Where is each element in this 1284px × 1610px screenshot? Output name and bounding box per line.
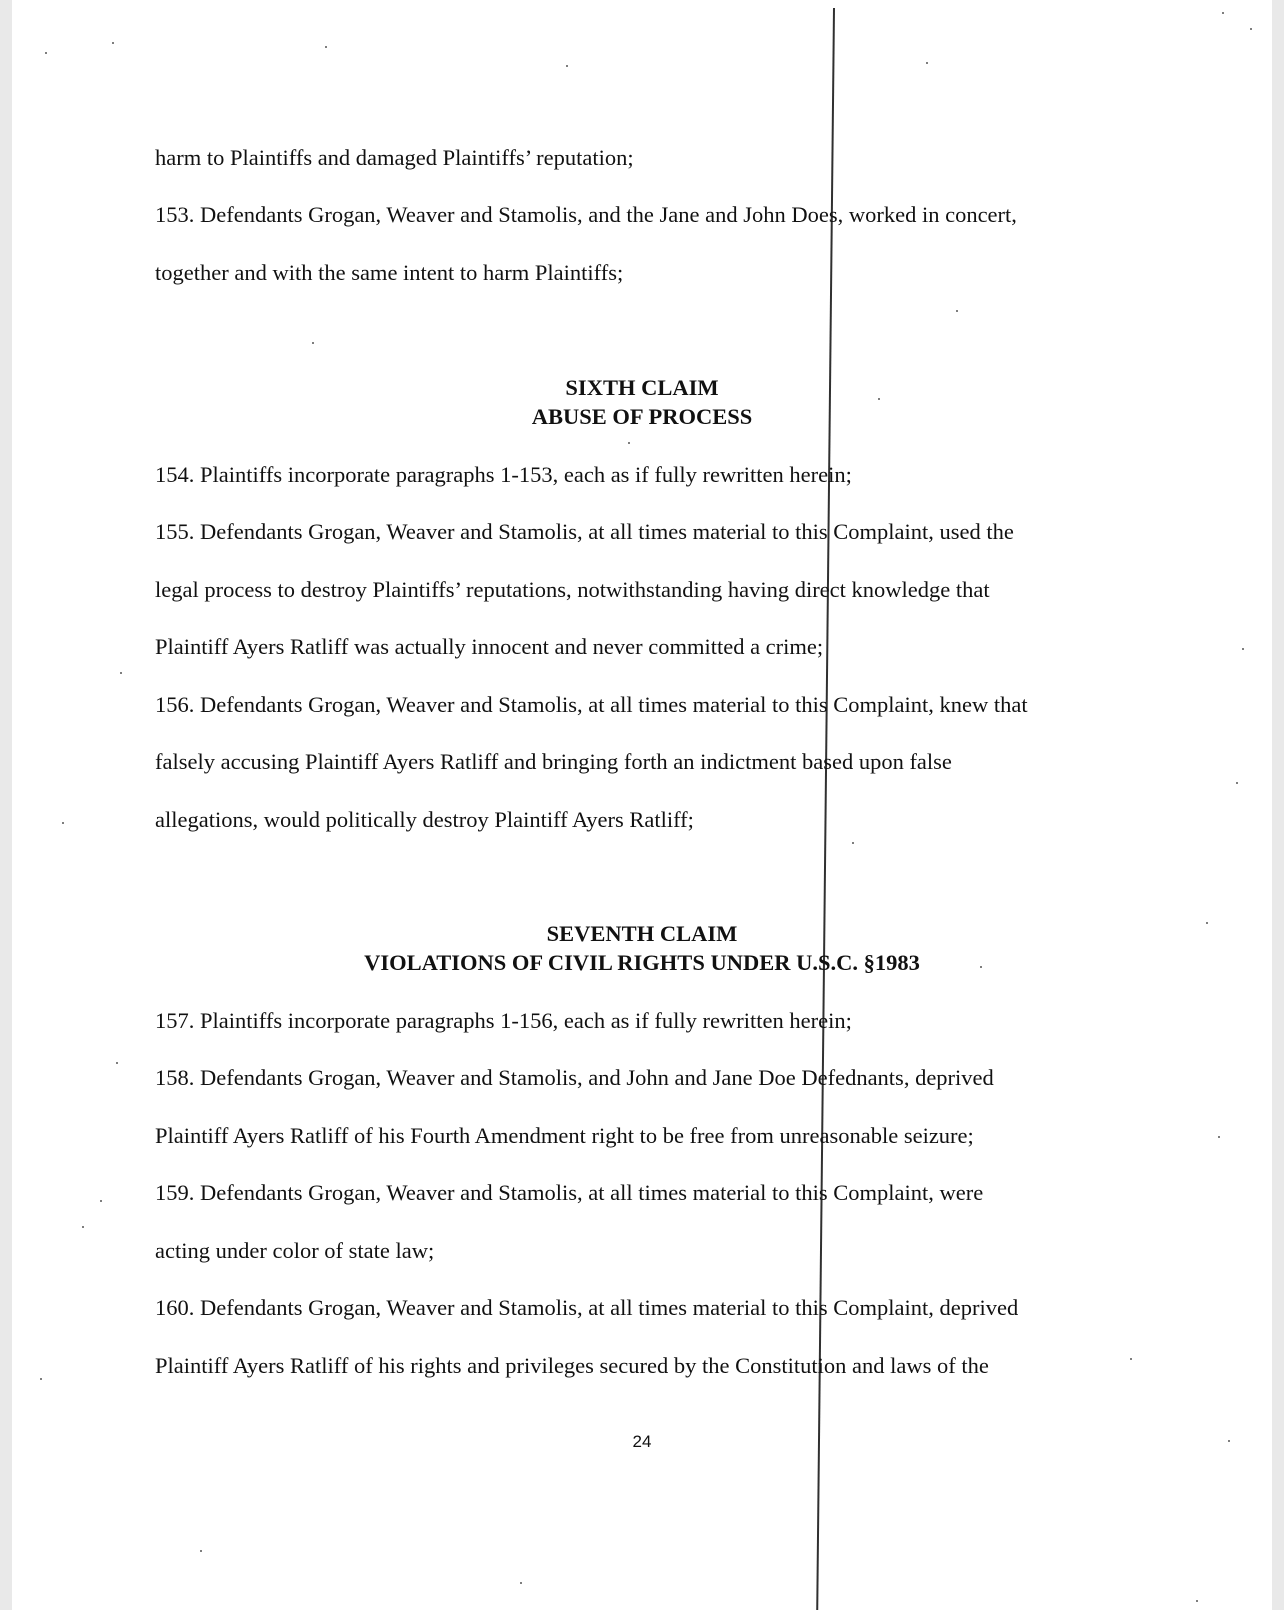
scan-speck [1242,648,1244,650]
scan-speck [45,52,47,54]
body-line: 159. Defendants Grogan, Weaver and Stamolis, at all times material to this Complaint, were [155,1180,984,1205]
body-line: falsely accusing Plaintiff Ayers Ratliff and bringing forth an indictment based upon false [155,749,952,774]
body-line: Plaintiff Ayers Ratliff of his Fourth Amendment right to be free from unreasonable seizure; [155,1123,974,1148]
page-right-edge [1272,0,1284,1610]
scan-speck [200,1550,202,1552]
claim-subheading: ABUSE OF PROCESS [531,404,753,429]
scan-speck [112,42,114,44]
scan-speck [82,1226,84,1228]
body-line: 156. Defendants Grogan, Weaver and Stamolis, at all times material to this Complaint, knew that [155,692,1028,717]
scan-speck [62,822,64,824]
scan-speck [1130,1358,1132,1360]
body-line: harm to Plaintiffs and damaged Plaintiffs’ reputation; [155,145,634,170]
scan-speck [116,1062,118,1064]
scan-speck [1196,1600,1198,1602]
scan-speck [312,342,314,344]
scan-speck [120,672,122,674]
body-line: 153. Defendants Grogan, Weaver and Stamolis, and the Jane and John Does, worked in concert, [155,202,1017,227]
scan-speck [325,46,327,48]
body-line: acting under color of state law; [155,1238,435,1263]
body-line: 160. Defendants Grogan, Weaver and Stamolis, at all times material to this Complaint, deprived [155,1295,1019,1320]
body-line: together and with the same intent to harm Plaintiffs; [155,260,624,285]
body-line: allegations, would politically destroy Plaintiff Ayers Ratliff; [155,807,694,832]
page-left-edge [0,0,12,1610]
scan-speck [520,1582,522,1584]
scan-speck [1218,1136,1220,1138]
scan-speck [1222,12,1224,14]
claim-subheading: VIOLATIONS OF CIVIL RIGHTS UNDER U.S.C. §1983 [364,950,920,975]
scan-speck [628,442,630,444]
scan-speck [1236,782,1238,784]
scan-speck [566,65,568,67]
scan-speck [40,1378,42,1380]
body-line: Plaintiff Ayers Ratliff was actually innocent and never committed a crime; [155,634,824,659]
claim-heading: SIXTH CLAIM [565,375,719,400]
body-line: Plaintiff Ayers Ratliff of his rights and privileges secured by the Constitution and laws of the [155,1353,989,1378]
page-number: 24 [632,1432,652,1451]
body-line: 158. Defendants Grogan, Weaver and Stamolis, and John and Jane Doe Defednants, deprived [155,1065,994,1090]
scan-speck [1250,28,1252,30]
scan-speck [956,310,958,312]
body-line: 157. Plaintiffs incorporate paragraphs 1-156, each as if fully rewritten herein; [155,1008,852,1033]
body-line: legal process to destroy Plaintiffs’ reputations, notwithstanding having direct knowledge that [155,577,990,602]
body-line: 155. Defendants Grogan, Weaver and Stamolis, at all times material to this Complaint, used the [155,519,1014,544]
scan-speck [926,62,928,64]
scan-speck [100,1200,102,1202]
body-line: 154. Plaintiffs incorporate paragraphs 1-153, each as if fully rewritten herein; [155,462,852,487]
claim-heading: SEVENTH CLAIM [546,921,738,946]
scan-speck [852,842,854,844]
